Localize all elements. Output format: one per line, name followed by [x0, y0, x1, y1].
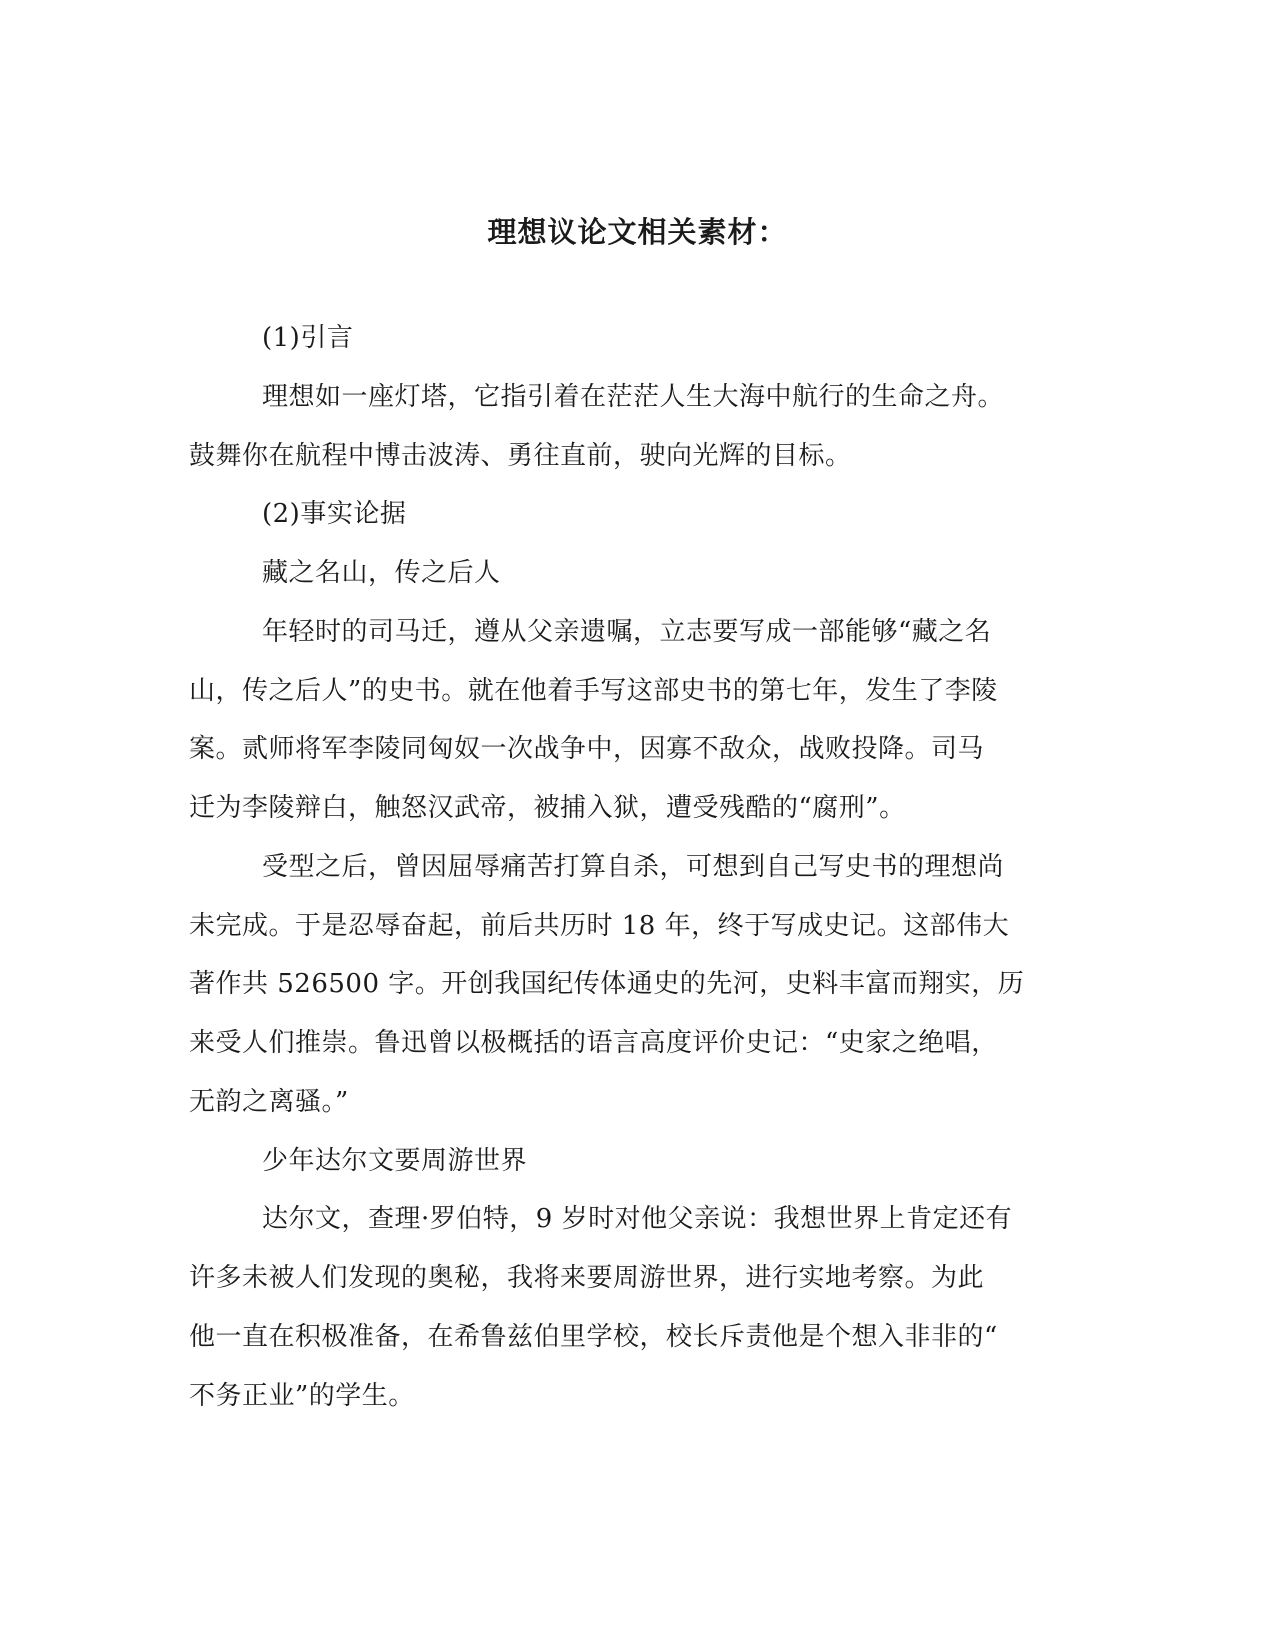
paragraph-line: 他一直在积极准备，在希鲁兹伯里学校，校长斥责他是个想入非非的“: [189, 1322, 998, 1352]
paragraph-line: 不务正业”的学生。: [189, 1381, 415, 1411]
paragraph-line: 理想如一座灯塔，它指引着在茫茫人生大海中航行的生命之舟。: [262, 382, 1005, 412]
section-heading-quote: (1)引言: [262, 323, 354, 353]
paragraph-line: 达尔文，查理·罗伯特，9 岁时对他父亲说：我想世界上肯定还有: [262, 1204, 1013, 1234]
document-title: 理想议论文相关素材：: [487, 215, 788, 249]
subheading-sima-qian: 藏之名山，传之后人: [262, 558, 501, 588]
paragraph-line: 案。贰师将军李陵同匈奴一次战争中，因寡不敌众，战败投降。司马: [189, 734, 985, 764]
paragraph-line: 年轻时的司马迁，遵从父亲遗嘱，立志要写成一部能够“藏之名: [262, 617, 992, 647]
paragraph-line: 无韵之离骚。”: [189, 1087, 349, 1117]
section-heading-facts: (2)事实论据: [262, 499, 407, 529]
paragraph-line: 来受人们推崇。鲁迅曾以极概括的语言高度评价史记：“史家之绝唱，: [189, 1028, 998, 1058]
paragraph-line: 著作共 526500 字。开创我国纪传体通史的先河，史料丰富而翔实，历: [189, 969, 1025, 999]
paragraph-line: 山，传之后人”的史书。就在他着手写这部史书的第七年，发生了李陵: [189, 676, 998, 706]
paragraph-line: 未完成。于是忍辱奋起，前后共历时 18 年，终于写成史记。这部伟大: [189, 911, 1010, 941]
paragraph-line: 许多未被人们发现的奥秘，我将来要周游世界，进行实地考察。为此: [189, 1263, 985, 1293]
subheading-darwin: 少年达尔文要周游世界: [262, 1146, 528, 1176]
paragraph-line: 受型之后，曾因屈辱痛苦打算自杀，可想到自己写史书的理想尚: [262, 852, 1005, 882]
paragraph-line: 鼓舞你在航程中博击波涛、勇往直前，驶向光辉的目标。: [189, 441, 852, 471]
paragraph-line: 迁为李陵辩白，触怒汉武帝，被捕入狱，遭受残酷的“腐刑”。: [189, 793, 906, 823]
